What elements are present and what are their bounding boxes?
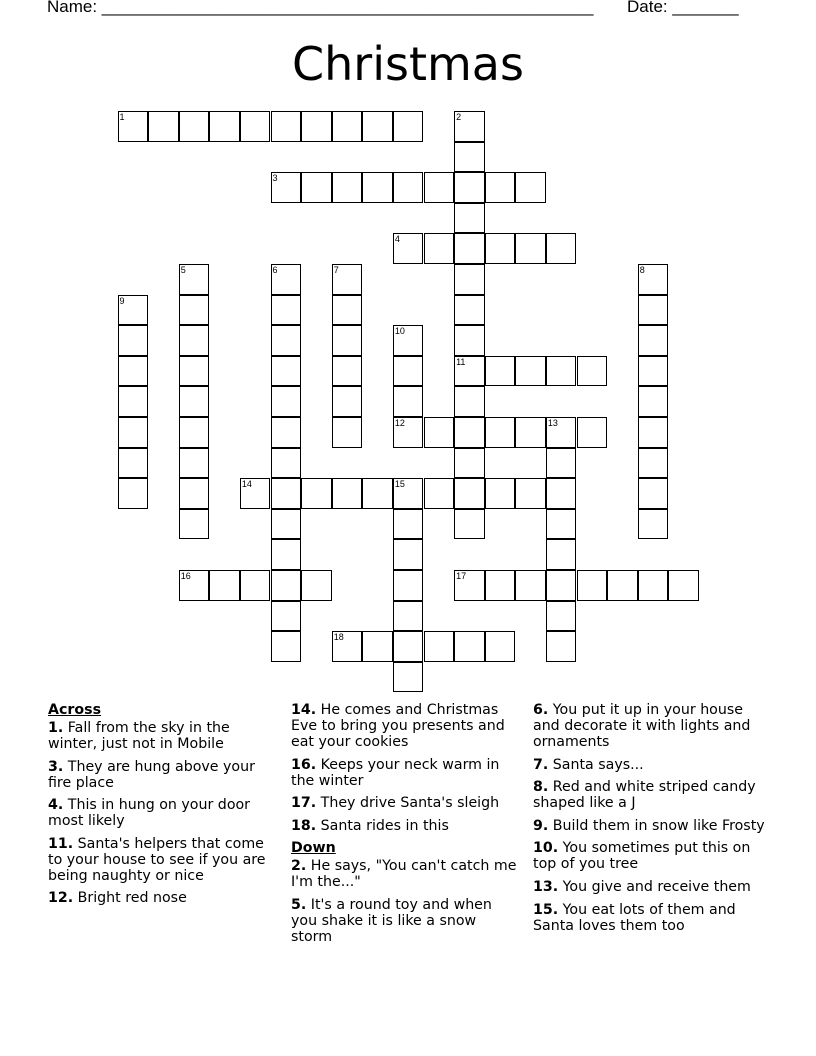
clue-across-11: 11. Santa's helpers that come to your house to see if you are being naughty or nice [48,835,266,884]
grid-cell[interactable] [362,631,393,662]
grid-cell[interactable] [454,417,485,448]
grid-cell[interactable] [362,111,393,142]
grid-cell[interactable] [454,142,485,173]
grid-cell[interactable] [424,631,455,662]
grid-cell[interactable] [179,509,210,540]
grid-cell[interactable] [485,417,516,448]
cell-number: 3 [272,173,278,184]
clue-down-13: 13. You give and receive them [533,878,751,895]
grid-cell[interactable] [577,356,608,387]
grid-cell[interactable] [577,570,608,601]
grid-cell[interactable] [118,386,149,417]
cell-number: 5 [180,265,186,275]
grid-cell[interactable] [393,356,424,387]
grid-cell[interactable] [546,448,577,479]
grid-cell[interactable] [118,356,149,387]
grid-cell[interactable] [454,356,485,387]
grid-cell[interactable] [332,172,363,203]
grid-cell[interactable] [271,570,302,601]
grid-cell[interactable] [332,325,363,356]
clue-down-5: 5. It's a round toy and when you shake it is like a snow storm [291,896,492,945]
grid-cell[interactable] [515,172,546,203]
cell-number: 17 [456,571,467,581]
grid-cell[interactable] [424,172,455,203]
clue-across-1: 1. Fall from the sky in the winter, just not in Mobile [48,720,230,752]
grid-cell[interactable] [638,417,669,448]
clue-down-10: 10. You sometimes put this on top of you tree [533,840,751,873]
clue-down-9: 9. Build them in snow like Frosty [533,817,765,834]
clue-down-15: 15. You eat lots of them and Santa loves them too [533,901,736,934]
cell-number: 13 [547,418,558,428]
cell-number: 18 [333,632,344,643]
grid-cell[interactable] [485,570,516,601]
grid-cell[interactable] [179,295,210,326]
grid-cell[interactable] [179,570,210,601]
grid-cell[interactable] [454,172,485,203]
grid-cell[interactable] [515,478,546,509]
grid-cell[interactable] [638,509,669,540]
grid-cell[interactable] [454,509,485,540]
grid-cell[interactable] [271,295,302,326]
grid-cell[interactable] [332,295,363,326]
name-line: Name: ____________________________________________________ [47,0,594,16]
grid-cell[interactable] [424,478,455,509]
clue-across-17: 17. They drive Santa's sleigh [291,795,500,812]
grid-cell[interactable] [515,417,546,448]
grid-cell[interactable] [546,601,577,632]
grid-cell[interactable] [148,111,179,142]
grid-cell[interactable] [118,325,149,356]
grid-cell[interactable] [271,601,302,632]
grid-cell[interactable] [240,478,271,509]
grid-cell[interactable] [393,662,424,693]
grid-cell[interactable] [332,111,363,142]
grid-cell[interactable] [179,325,210,356]
clues-column-1 [48,702,280,913]
grid-cell[interactable] [118,417,149,448]
grid-cell[interactable] [424,417,455,448]
grid-cell[interactable] [240,111,271,142]
grid-cell[interactable] [668,570,699,601]
clues-column-2 [291,702,517,952]
grid-cell[interactable] [638,448,669,479]
grid-cell[interactable] [546,233,577,264]
grid-cell[interactable] [607,570,638,601]
grid-cell[interactable] [638,356,669,387]
grid-cell[interactable] [332,631,363,662]
grid-cell[interactable] [301,570,332,601]
grid-cell[interactable] [209,570,240,601]
clue-across-4: 4. This in hung on your door most likely [48,797,251,830]
grid-cell[interactable] [638,295,669,326]
grid-cell[interactable] [454,448,485,479]
grid-cell[interactable] [485,233,516,264]
grid-cell[interactable] [546,478,577,509]
grid-cell[interactable] [546,356,577,387]
page-title: Christmas [292,37,524,91]
grid-cell[interactable] [271,417,302,448]
grid-cell[interactable] [271,478,302,509]
grid-cell[interactable] [638,570,669,601]
across-heading: Across [48,702,102,718]
clue-down-6: 6. You put it up in your house and decorate it with lights and ornaments [533,702,751,750]
grid-cell[interactable] [638,264,669,295]
cell-number: 7 [333,265,339,275]
grid-cell[interactable] [362,172,393,203]
grid-cell[interactable] [332,356,363,387]
grid-cell[interactable] [515,233,546,264]
grid-cell[interactable] [546,417,577,448]
grid-cell[interactable] [332,386,363,417]
grid-cell[interactable] [179,448,210,479]
grid-cell[interactable] [393,570,424,601]
cell-number: 12 [394,418,405,428]
grid-cell[interactable] [485,631,516,662]
clue-across-14: 14. He comes and Christmas Eve to bring you presents and eat your cookies [291,702,505,750]
grid-cell[interactable] [179,264,210,295]
grid-cell[interactable] [271,448,302,479]
cell-number: 8 [639,265,645,275]
grid-cell[interactable] [271,172,302,203]
cell-number: 6 [272,265,278,275]
grid-cell[interactable] [118,448,149,479]
grid-cell[interactable] [454,111,485,142]
grid-cell[interactable] [362,478,393,509]
grid-cell[interactable] [301,111,332,142]
down-heading: Down [291,840,336,857]
grid-cell[interactable] [485,172,516,203]
grid-cell[interactable] [638,386,669,417]
grid-cell[interactable] [118,478,149,509]
grid-cell[interactable] [577,417,608,448]
grid-cell[interactable] [271,509,302,540]
clue-across-18: 18. Santa rides in this [291,817,449,834]
grid-cell[interactable] [454,295,485,326]
grid-cell[interactable] [118,111,149,142]
clue-across-3: 3. They are hung above your fire place [48,758,255,791]
clue-across-12: 12. Bright red nose [48,890,187,907]
grid-cell[interactable] [332,417,363,448]
grid-cell[interactable] [638,325,669,356]
grid-cell[interactable] [179,417,210,448]
grid-cell[interactable] [271,356,302,387]
cell-number: 1 [119,112,125,122]
grid-cell[interactable] [546,631,577,662]
grid-cell[interactable] [546,539,577,570]
grid-cell[interactable] [454,203,485,234]
grid-cell[interactable] [454,325,485,356]
grid-cell[interactable] [454,233,485,264]
grid-cell[interactable] [271,111,302,142]
clue-down-8: 8. Red and white striped candy shaped like a J [533,779,756,812]
grid-cell[interactable] [393,325,424,356]
grid-cell[interactable] [118,295,149,326]
date-line: Date: _______ [627,0,739,16]
grid-cell[interactable] [301,478,332,509]
clue-across-16: 16. Keeps your neck warm in the winter [291,756,500,789]
grid-cell[interactable] [393,417,424,448]
grid-cell[interactable] [424,233,455,264]
grid-cell[interactable] [638,478,669,509]
grid-cell[interactable] [454,570,485,601]
grid-cell[interactable] [515,356,546,387]
grid-cell[interactable] [271,386,302,417]
grid-cell[interactable] [546,570,577,601]
grid-cell[interactable] [179,356,210,387]
grid-cell[interactable] [301,172,332,203]
grid-cell[interactable] [393,111,424,142]
grid-cell[interactable] [179,111,210,142]
cell-number: 10 [394,326,405,337]
grid-cell[interactable] [393,601,424,632]
grid-cell[interactable] [271,264,302,295]
clue-down-7: 7. Santa says... [533,756,644,773]
grid-cell[interactable] [454,264,485,295]
grid-cell[interactable] [393,478,424,509]
grid-cell[interactable] [393,172,424,203]
cell-number: 2 [456,112,462,122]
grid-cell[interactable] [546,509,577,540]
grid-cell[interactable] [179,386,210,417]
grid-cell[interactable] [271,539,302,570]
grid-cell[interactable] [332,264,363,295]
grid-cell[interactable] [271,325,302,356]
grid-cell[interactable] [393,386,424,417]
grid-cell[interactable] [485,356,516,387]
grid-cell[interactable] [454,631,485,662]
grid-cell[interactable] [515,570,546,601]
cell-number: 16 [180,571,191,581]
grid-cell[interactable] [209,111,240,142]
grid-cell[interactable] [393,233,424,264]
grid-cell[interactable] [485,478,516,509]
grid-cell[interactable] [393,539,424,570]
clue-down-2: 2. He says, "You can't catch me I'm the..." [291,858,517,891]
grid-cell[interactable] [240,570,271,601]
grid-cell[interactable] [454,386,485,417]
cell-number: 15 [394,479,405,490]
grid-cell[interactable] [393,631,424,662]
grid-cell[interactable] [271,631,302,662]
cell-number: 9 [119,295,125,306]
grid-cell[interactable] [332,478,363,509]
clues-column-3 [533,702,769,940]
cell-number: 14 [241,479,252,490]
grid-cell[interactable] [393,509,424,540]
grid-cell[interactable] [454,478,485,509]
cell-number: 4 [394,234,400,245]
grid-cell[interactable] [179,478,210,509]
cell-number: 11 [456,356,466,367]
